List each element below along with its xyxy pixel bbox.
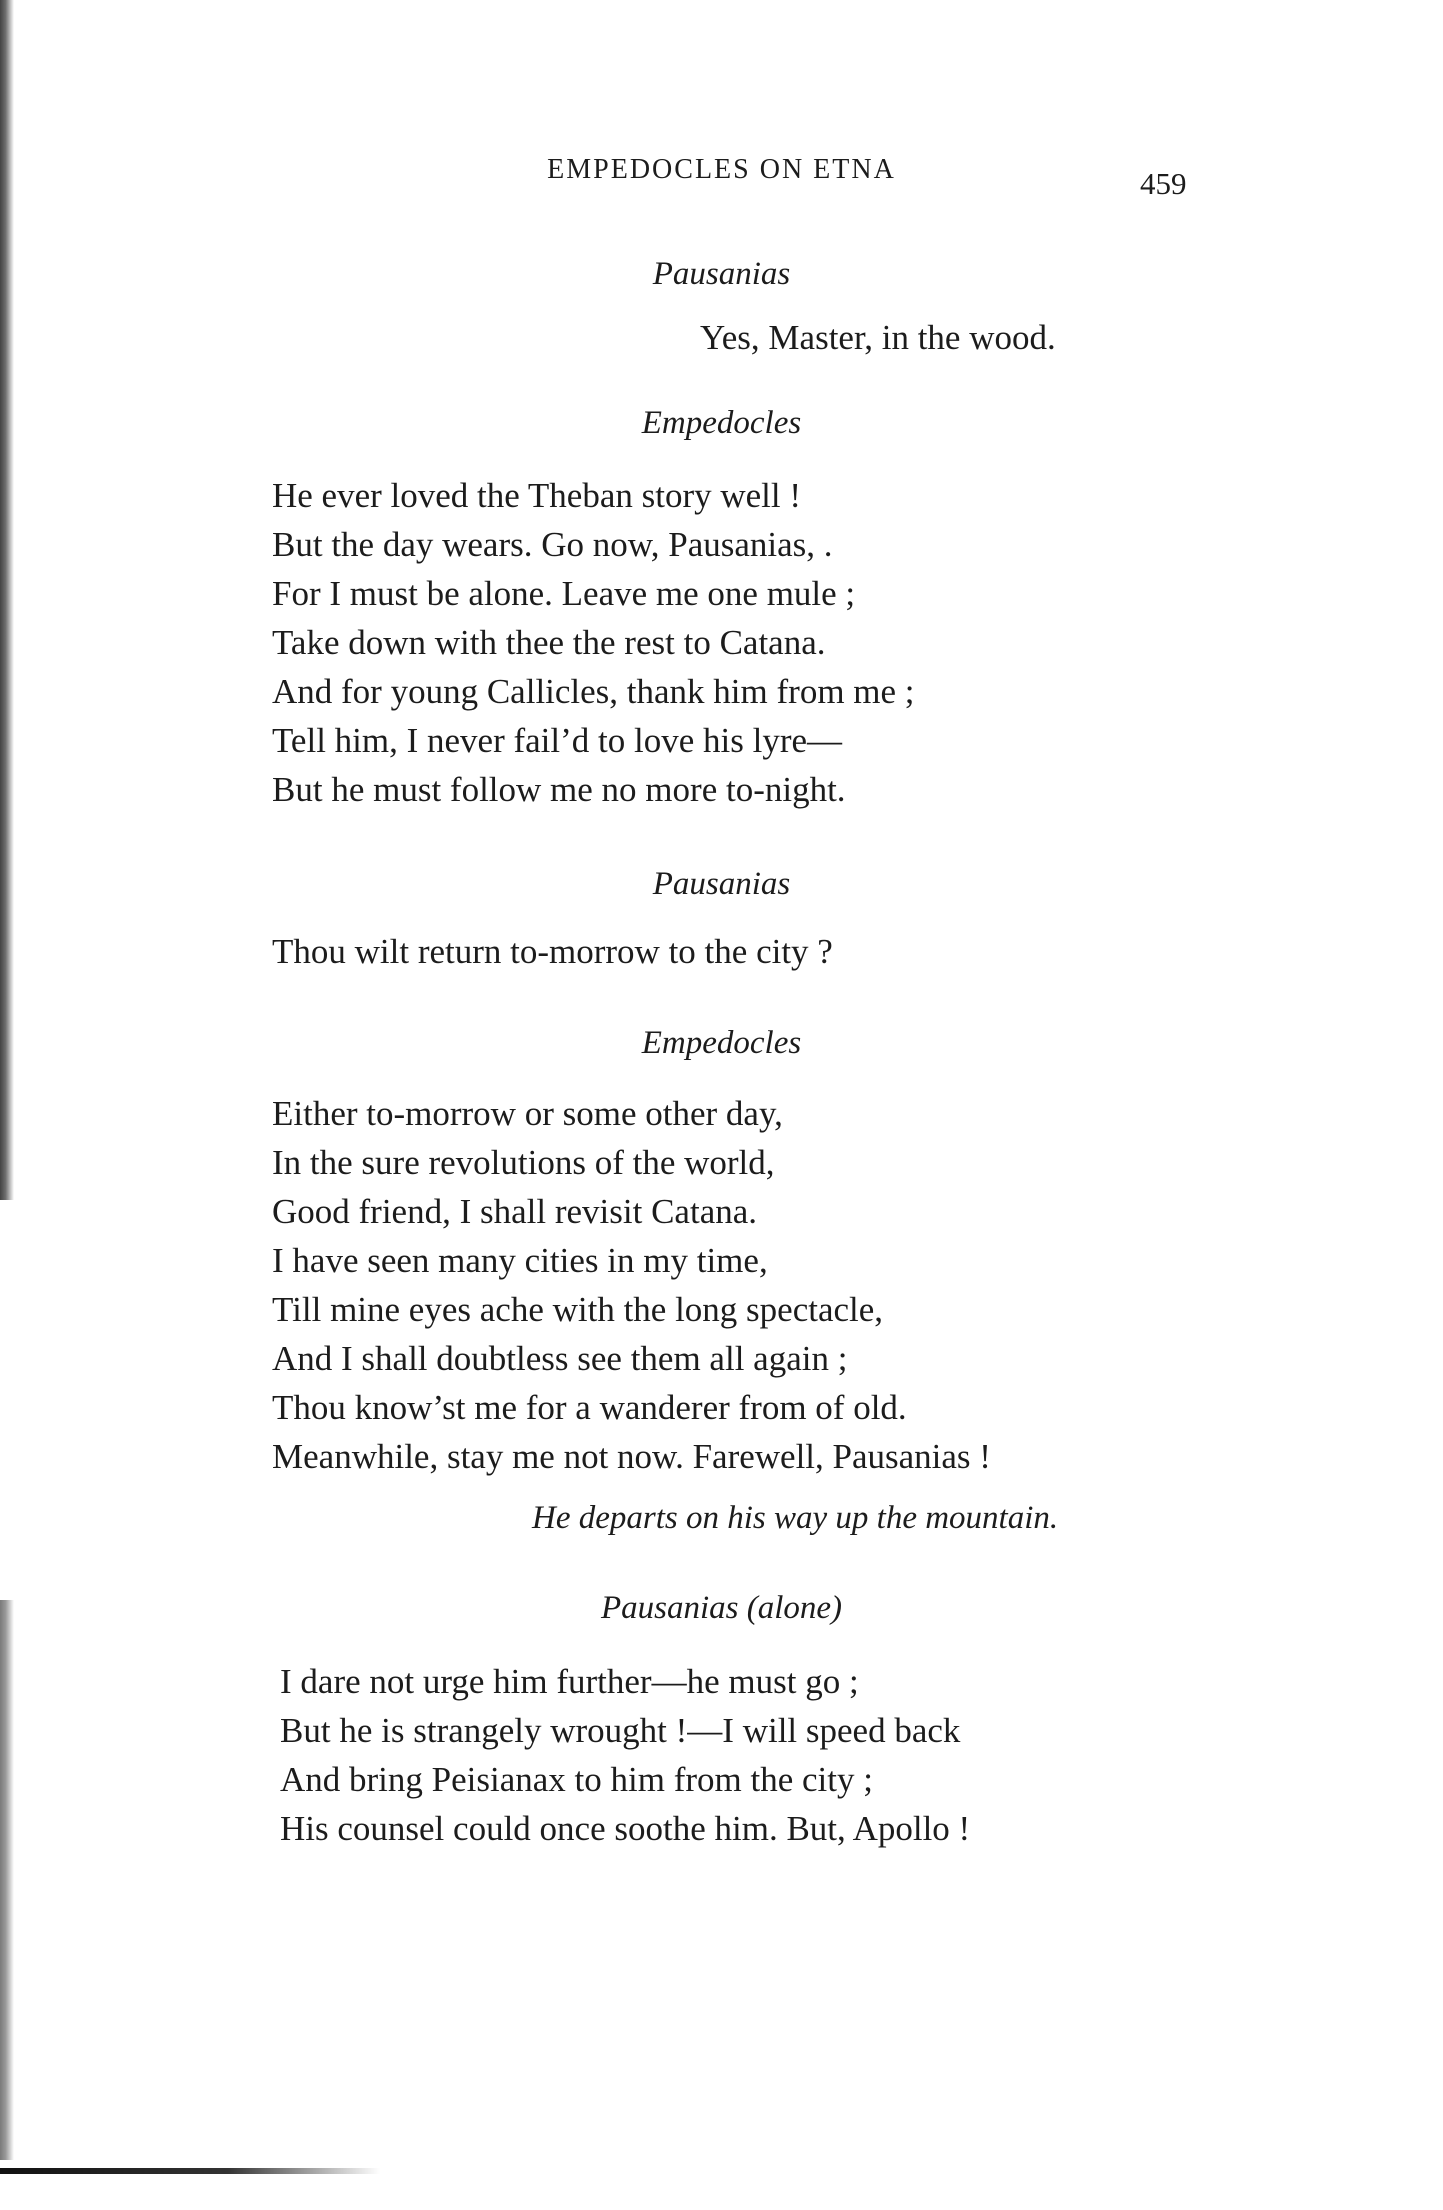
verse-line: And for young Callicles, thank him from me ; bbox=[272, 672, 915, 711]
verse-line: I have seen many cities in my time, bbox=[272, 1241, 768, 1280]
verse-line: Take down with thee the rest to Catana. bbox=[272, 623, 826, 662]
binding-shadow-lower bbox=[0, 1600, 14, 2160]
running-title: EMPEDOCLES ON ETNA bbox=[547, 154, 896, 185]
speaker-name: Pausanias bbox=[600, 1590, 739, 1626]
verse-line: But he is strangely wrought !—I will speed back bbox=[280, 1711, 961, 1750]
speaker-name: Pausanias bbox=[652, 866, 791, 902]
verse-line: I dare not urge him further—he must go ; bbox=[280, 1662, 859, 1701]
verse-line: His counsel could once soothe him. But, Apollo ! bbox=[280, 1809, 971, 1848]
verse-line: For I must be alone. Leave me one mule ; bbox=[272, 574, 856, 613]
verse-line: Till mine eyes ache with the long spectacle, bbox=[272, 1290, 884, 1329]
verse-line: And bring Peisianax to him from the city ; bbox=[280, 1760, 873, 1799]
verse-line: In the sure revolutions of the world, bbox=[272, 1143, 775, 1182]
verse-line: Thou wilt return to-morrow to the city ? bbox=[272, 932, 833, 971]
speaker-name: Empedocles bbox=[641, 405, 802, 441]
verse-line: Good friend, I shall revisit Catana. bbox=[272, 1192, 758, 1231]
page-number: 459 bbox=[1140, 166, 1187, 201]
verse-line: And I shall doubtless see them all again ; bbox=[272, 1339, 848, 1378]
verse-line: He ever loved the Theban story well ! bbox=[272, 476, 802, 515]
verse-line: Meanwhile, stay me not now. Farewell, Pausanias ! bbox=[272, 1437, 991, 1476]
verse-line: Thou know’st me for a wanderer from of old. bbox=[272, 1388, 907, 1427]
speaker-note: (alone) bbox=[746, 1590, 843, 1626]
verse-line: Tell him, I never fail’d to love his lyre— bbox=[272, 721, 843, 760]
verse-line: But he must follow me no more to-night. bbox=[272, 770, 846, 809]
stage-direction: He departs on his way up the mountain. bbox=[532, 1500, 1059, 1536]
verse-line: Yes, Master, in the wood. bbox=[700, 318, 1056, 357]
verse-line: Either to-morrow or some other day, bbox=[272, 1094, 783, 1133]
verse-line: But the day wears. Go now, Pausanias, . bbox=[272, 525, 833, 564]
page-edge-shadow bbox=[0, 2168, 380, 2174]
speaker-name: Pausanias bbox=[652, 256, 791, 292]
speaker-heading bbox=[0, 1590, 1443, 1627]
speaker-name: Empedocles bbox=[641, 1025, 802, 1061]
